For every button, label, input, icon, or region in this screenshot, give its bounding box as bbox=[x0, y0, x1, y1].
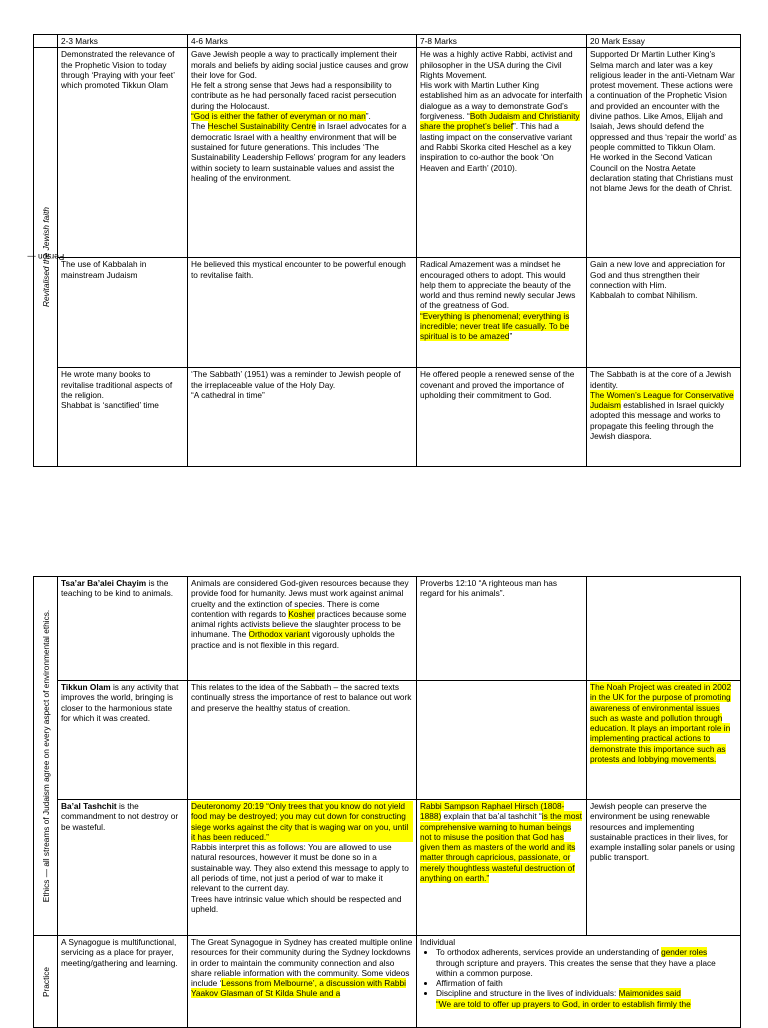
cell: He wrote many books to revitalise traditional aspects of the religion. Shabbat is ‘sanctified’ time bbox=[58, 368, 188, 467]
cell: Supported Dr Martin Luther King’s Selma march and later was a key religious leader in the anti-Vietnam War protest movement. These actions were a continuation of the Prophetic Vision and provided an encounter with the divine pathos. Like Amos, Elijah and Isaiah, Jews should defend the oppressed and thus ‘repair the world’ as people committed to Tikkun Olam. He worked in the Second Vatican Council on the Nostra Aetate declaration stating that Christians must not blame Jews for the death of Christ. bbox=[587, 48, 741, 258]
table-row bbox=[34, 368, 741, 467]
header-7-8-marks: 7-8 Marks bbox=[417, 35, 587, 48]
table-row bbox=[34, 800, 741, 936]
header-2-3-marks: 2-3 Marks bbox=[58, 35, 188, 48]
cell: The Great Synagogue in Sydney has created multiple online resources for their community during the Sydney lockdowns in order to maintain the community connection and also share reliable information with the community. Some videos include ‘Lessons from Melbourne’, a discussion with Rabbi Yaakov Glasman of St Kilda Shule and a bbox=[188, 936, 417, 1028]
cell: He believed this mystical encounter to be powerful enough to revitalise faith. bbox=[188, 258, 417, 368]
cell: Tsa’ar Ba’alei Chayim is the teaching to be kind to animals. bbox=[58, 577, 188, 681]
cell: He was a highly active Rabbi, activist and philosopher in the USA during the Civil Rights Movement. His work with Martin Luther King established him as an advocate for interfaith dialogue as a way to demonstrate God’s forgiveness. “Both Judaism and Christianity share the prophet’s belief”. This had a lasting impact on the conservative variant and Rabbi Skorka cited Heschel as a key inspiration to co-author the book ‘On Heaven and Earth’ (2010). bbox=[417, 48, 587, 258]
table-row bbox=[34, 48, 741, 258]
cell: The Sabbath is at the core of a Jewish identity. The Women’s League for Conservative Judaism established in Israel quickly adopted this message and works to propagate this feeling through the Jewish diaspora. bbox=[587, 368, 741, 467]
cell: Gave Jewish people a way to practically implement their morals and beliefs by aiding social justice causes and grow their love for God. He felt a strong sense that Jews had a responsibility to contribute as he had personally faced racist persecution during the Holocaust. “God is either the father of everyman or no man”. The Heschel Sustainability Centre in Israel advocates for a democratic Israel with a healthy environment that will be sustained for future generations. This includes ‘The Sustainability Leadership Fellows’ program for any leaders within society to learn sustainable values and assist the healing of the environment. bbox=[188, 48, 417, 258]
cell: A Synagogue is multifunctional, servicing as a place for prayer, meeting/gathering and learning. bbox=[58, 936, 188, 1028]
side-label-person: Person — Revitalised the Jewish faith bbox=[34, 48, 58, 467]
table-row bbox=[34, 681, 741, 800]
cell: Tikkun Olam is any activity that improves the world, bringing is closer to the harmonious state for which it was created. bbox=[58, 681, 188, 800]
cell: He offered people a renewed sense of the covenant and proved the importance of upholding their commitment to God. bbox=[417, 368, 587, 467]
cell: Demonstrated the relevance of the Prophetic Vision to today through ‘Praying with your feet’ which promoted Tikkun Olam bbox=[58, 48, 188, 258]
list-item: • Affirmation of faith bbox=[436, 978, 737, 988]
environmental-ethics-table bbox=[33, 576, 741, 1028]
cell bbox=[417, 681, 587, 800]
table-row bbox=[34, 577, 741, 681]
table-row bbox=[34, 936, 741, 1028]
cell: Jewish people can preserve the environment be using renewable resources and implementing sustainable practices in their lives, for example installing solar panels or using public transport. bbox=[587, 800, 741, 936]
cell: The use of Kabbalah in mainstream Judaism bbox=[58, 258, 188, 368]
cell: Animals are considered God-given resources because they provide food for humanity. Jews must work against animal cruelty and the extinction of species. There is come contention with regards to Kosher practices because some animal rights activists believe the slaughter process to be inhumane. The Orthodox variant vigorously upholds the practice and is not flexible in this regard. bbox=[188, 577, 417, 681]
practice-bullet-list bbox=[420, 947, 737, 1009]
cell bbox=[587, 577, 741, 681]
cell: Radical Amazement was a mindset he encouraged others to adopt. This would help them to appreciate the beauty of the world and thus remind newly secular Jews of the greatness of God. “Everything is phenomenal; everything is incredible; never treat life casually. To be spiritual is to be amazed” bbox=[417, 258, 587, 368]
cell: Individual • To orthodox adherents, services provide an understanding of gender roles through scripture and prayers. This creates the sense that they have a place within a common purpose. • Affirmation of faith • Discipline and structure in the lives of individuals: Maimonides said “We are told to offer up prayers to God, in order to establish firmly the bbox=[417, 936, 741, 1028]
header-4-6-marks: 4-6 Marks bbox=[188, 35, 417, 48]
cell: Deuteronomy 20:19 “Only trees that you know do not yield food may be destroyed; you may cut down for constructing siege works against the city that is waging war on you, until it has been reduced.” Rabbis interpret this as follows: You are allowed to use natural resources, however it must be done so in a sustainable way. They also extend this message to apply to all periods of time, not just a period of war to make it relevant to the current day. Trees have intrinsic value which should be respected and upheld. bbox=[188, 800, 417, 936]
cell: The Noah Project was created in 2002 in the UK for the purpose of promoting awareness of environmental issues such as waste and pollution through education. It plays an important role in implementing practical actions to demonstrate this importance such as protests and lobbying movements. bbox=[587, 681, 741, 800]
header-20-mark-essay: 20 Mark Essay bbox=[587, 35, 741, 48]
corner-cell bbox=[34, 35, 58, 48]
table-row bbox=[34, 258, 741, 368]
side-label-ethics: Ethics — all streams of Judaism agree on every aspect of environmental ethics. bbox=[34, 577, 58, 936]
cell: Proverbs 12:10 “A righteous man has regard for his animals”. bbox=[417, 577, 587, 681]
heschel-table bbox=[27, 34, 741, 467]
cell: Rabbi Sampson Raphael Hirsch (1808-1888) explain that ba’al tashchit “is the most comprehensive warning to human beings not to misuse the position that God has given them as masters of the world and its matter through capricious, passionate, or merely thoughtless wasteful destruction of anything on earth.” bbox=[417, 800, 587, 936]
cell: Ba’al Tashchit is the commandment to not destroy or be wasteful. bbox=[58, 800, 188, 936]
list-item: • Discipline and structure in the lives of individuals: Maimonides said “We are told to offer up prayers to God, in order to establish firmly the bbox=[436, 988, 737, 1009]
cell: ‘The Sabbath’ (1951) was a reminder to Jewish people of the irreplaceable value of the Holy Day. “A cathedral in time” bbox=[188, 368, 417, 467]
cell: Gain a new love and appreciation for God and thus strengthen their connection with Him. Kabbalah to combat Nihilism. bbox=[587, 258, 741, 368]
side-label-practice: Practice bbox=[34, 936, 58, 1028]
cell: This relates to the idea of the Sabbath – the sacred texts continually stress the importance of rest to balance out work and preserve the healthy status of creation. bbox=[188, 681, 417, 800]
header-row bbox=[34, 35, 741, 48]
list-item: • To orthodox adherents, services provide an understanding of gender roles through scripture and prayers. This creates the sense that they have a place within a common purpose. bbox=[436, 947, 737, 978]
